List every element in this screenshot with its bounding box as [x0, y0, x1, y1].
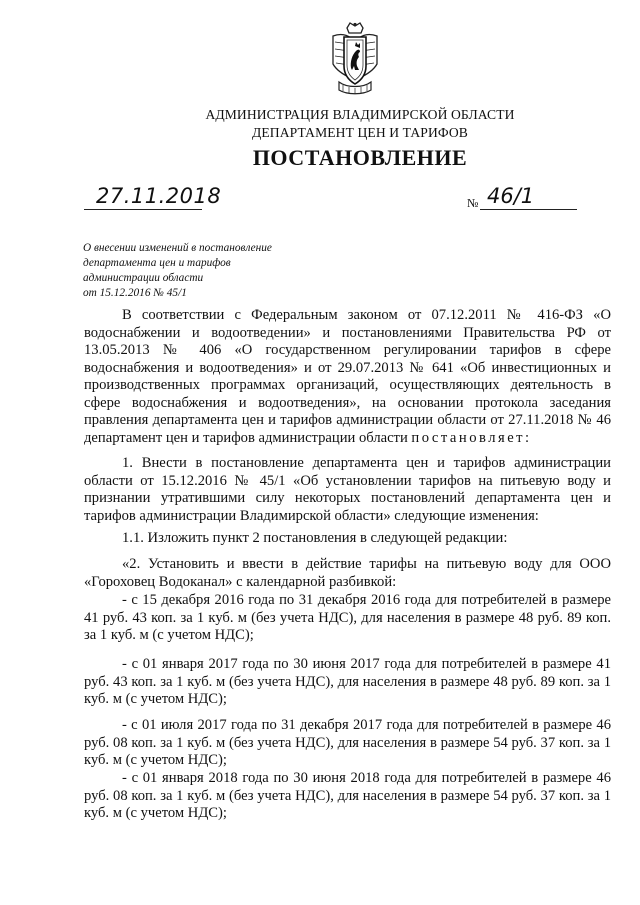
item-1-1-paragraph: 1.1. Изложить пункт 2 постановления в следующей редакции: [122, 530, 508, 546]
tariff-paragraph: - с 01 января 2017 года по 30 июня 2017 года для потребителей в размере 41 руб. 43 коп. за 1 куб. м (без учета НДС), для населения в размере 48 руб. 89 коп. за 1 куб. м (с учетом НДС); [84, 656, 611, 707]
document-title: ПОСТАНОВЛЕНИЕ [252, 145, 468, 170]
subject-line: от 15.12.2016 № 45/1 [83, 287, 187, 299]
number-sign: № [467, 196, 479, 210]
preamble-keyword: постановляет: [411, 429, 532, 446]
document-number: 46/1 [487, 184, 535, 208]
coat-of-arms-icon [327, 22, 383, 98]
subject-line: департамента цен и тарифов [83, 257, 231, 269]
preamble-text: В соответствии с Федеральным законом от 07.12.2011 № 416-ФЗ «О водоснабжении и водоотведении» и постановлениями Правительства РФ от 13.05.2013 № 406 «О государственном регулировании тарифов в сфере водоснабжения и водоотведения» и от 29.07.2013 № 641 «Об инвестиционных и производственных программах организаций, осуществляющих деятельность в сфере водоснабжения и водоотведения», на основании протокола заседания правления департамента цен и тарифов администрации области от 27.11.2018 № 46 департамент цен и тарифов администрации области [84, 307, 611, 446]
tariff-paragraph: - с 01 января 2018 года по 30 июня 2018 года для потребителей в размере 46 руб. 08 коп. за 1 куб. м (без учета НДС), для населения в размере 54 руб. 37 коп. за 1 куб. м (с учетом НДС); [84, 770, 611, 821]
tariff-paragraph: - с 01 июля 2017 года по 31 декабря 2017 года для потребителей в размере 46 руб. 08 коп. за 1 куб. м (без учета НДС), для населения в размере 54 руб. 37 коп. за 1 куб. м (с учетом НДС); [84, 717, 611, 768]
organization-name: АДМИНИСТРАЦИЯ ВЛАДИМИРСКОЙ ОБЛАСТИ [205, 107, 515, 122]
document-date: 27.11.2018 [96, 184, 222, 208]
item-2-paragraph: «2. Установить и ввести в действие тарифы на питьевую воду для ООО «Гороховец Водоканал» с календарной разбивкой: [84, 556, 611, 590]
subject-line: О внесении изменений в постановление [83, 242, 272, 254]
item-1-paragraph: 1. Внести в постановление департамента цен и тарифов администрации области от 15.12.2016 № 45/1 «Об установлении тарифов на питьевую воду и признании утратившими силу некоторых постановлений департамента цен и тарифов администрации Владимирской области» следующие изменения: [84, 455, 611, 524]
tariff-paragraph: - с 15 декабря 2016 года по 31 декабря 2016 года для потребителей в размере 41 руб. 43 коп. за 1 куб. м (без учета НДС), для населения в размере 48 руб. 89 коп. за 1 куб. м (с учетом НДС); [84, 592, 611, 643]
date-underline [84, 209, 202, 210]
number-underline [480, 209, 577, 210]
department-name: ДЕПАРТАМЕНТ ЦЕН И ТАРИФОВ [252, 125, 468, 140]
subject-line: администрации области [83, 272, 204, 284]
preamble-paragraph [84, 307, 611, 447]
document-subject [83, 241, 272, 301]
